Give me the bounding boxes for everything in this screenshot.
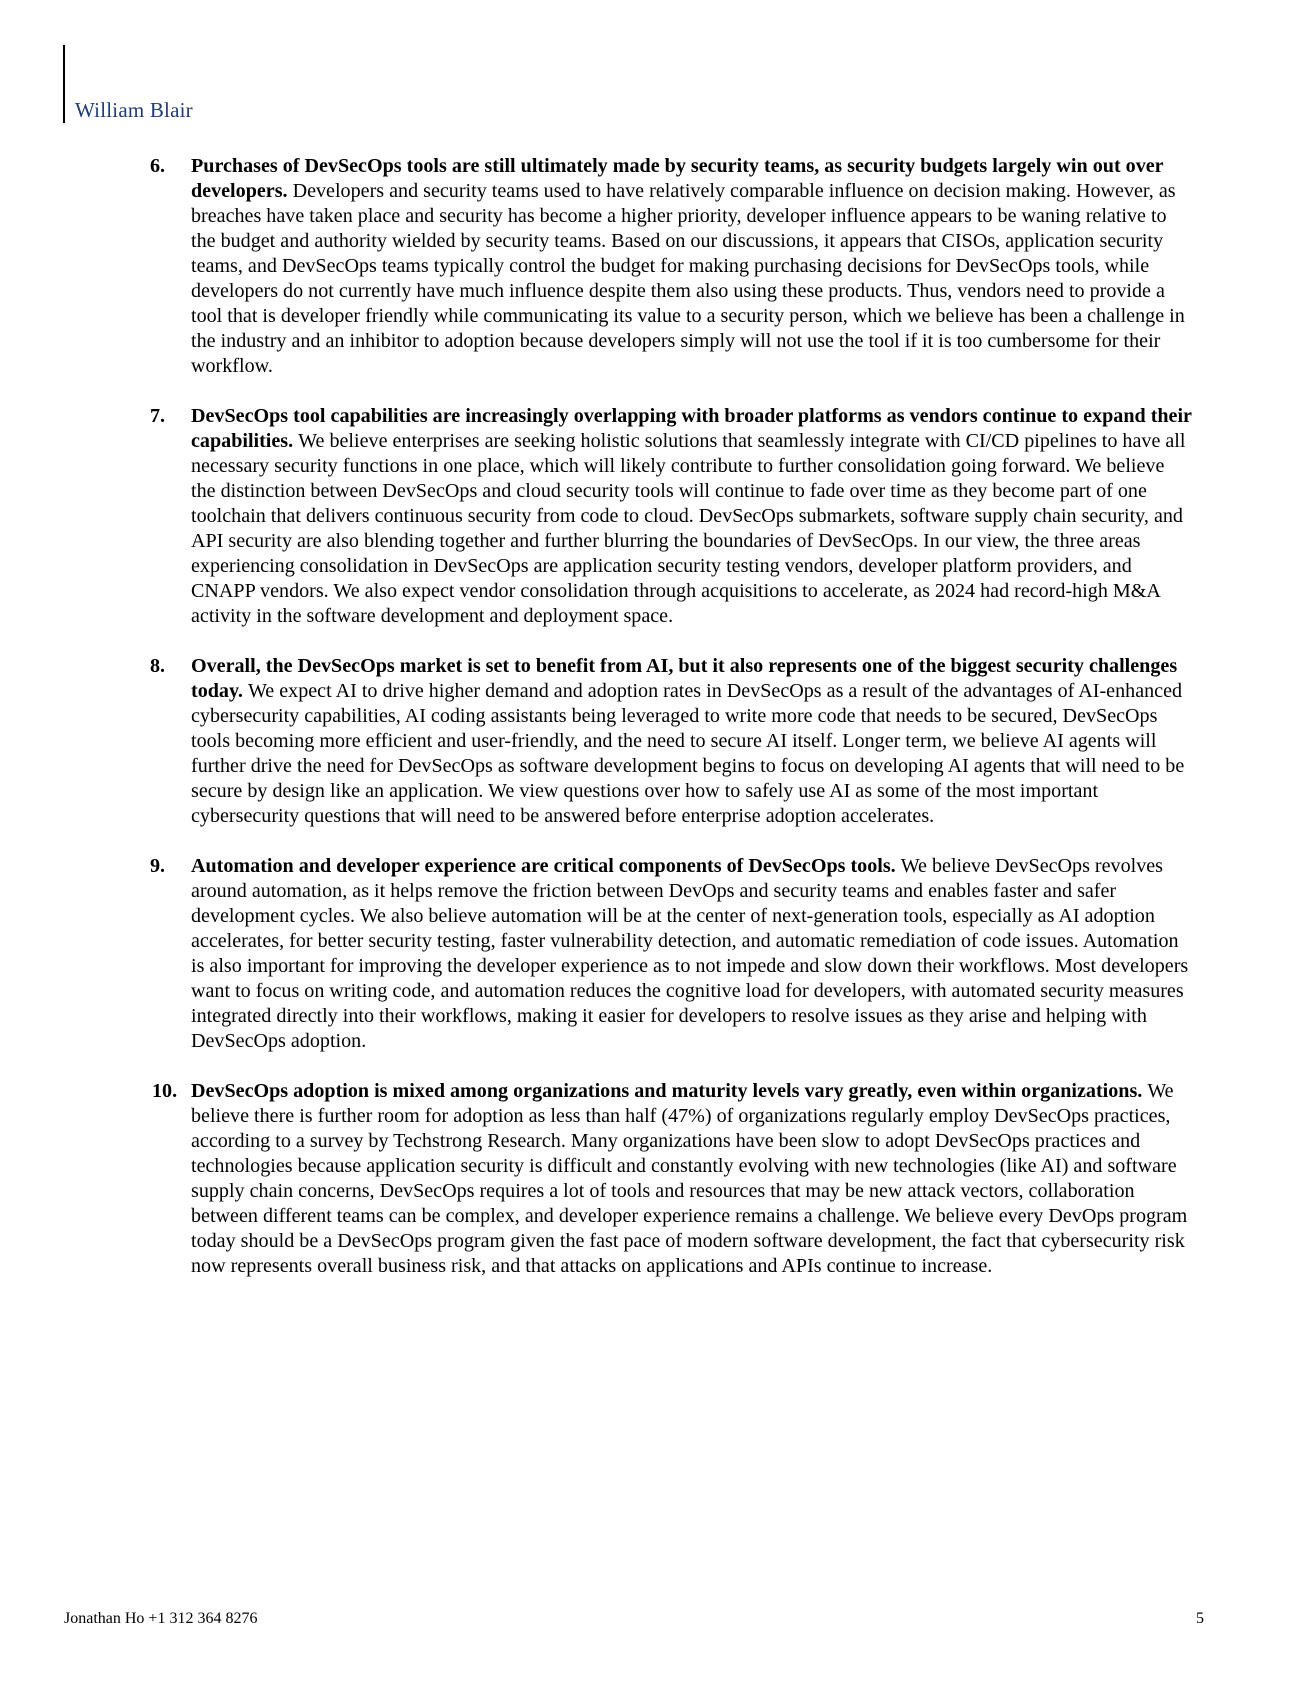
brand-name: William Blair [75,98,193,122]
finding-body: We believe DevSecOps revolves around automation, as it helps remove the friction between DevOps and security teams and enables faster and safer development cycles. We also believe automation will be at the center of next-generation tools, especially as AI adoption accelerates, for better security testing, faster vulnerability detection, and automatic remediation of code issues. Automation is also important for improving the developer experience as to not impede and slow down their workflows. Most developers want to focus on writing code, and automation reduces the cognitive load for developers, with automated security measures integrated directly into their workflows, making it easier for developers to resolve issues as they arise and helping with DevSecOps adoption. [191,855,1189,1052]
finding-lead: Automation and developer experience are critical components of DevSecOps tools. [191,855,901,877]
finding-lead: DevSecOps tool capabilities are increasingly overlapping with broader platforms as vendors continue to expand their capabilities. [191,405,1192,452]
finding-item [0,1079,1193,1279]
finding-lead: Purchases of DevSecOps tools are still ultimately made by security teams, as security budgets largely win out over developers. [191,155,1164,202]
header-divider [63,45,65,123]
finding-lead: DevSecOps adoption is mixed among organizations and maturity levels vary greatly, even within organizations. [191,1080,1148,1102]
finding-number: 6. [150,155,166,177]
finding-item [0,154,1193,379]
finding-body: Developers and security teams used to have relatively comparable influence on decision making. However, as breaches have taken place and security has become a higher priority, developer influence appears to be waning relative to the budget and authority wielded by security teams. Based on our discussions, it appears that CISOs, application security teams, and DevSecOps teams typically control the budget for making purchasing decisions for DevSecOps tools, while developers do not currently have much influence despite them also using these products. Thus, vendors need to provide a tool that is developer friendly while communicating its value to a security person, which we believe has been a challenge in the industry and an inhibitor to adoption because developers simply will not use the tool if it is too cumbersome for their workflow. [191,180,1185,377]
finding-body: We believe enterprises are seeking holistic solutions that seamlessly integrate with CI/CD pipelines to have all necessary security functions in one place, which will likely contribute to further consolidation going forward. We believe the distinction between DevSecOps and cloud security tools will continue to fade over time as they become part of one toolchain that delivers continuous security from code to cloud. DevSecOps submarkets, software supply chain security, and API security are also blending together and further blurring the boundaries of DevSecOps. In our view, the three areas experiencing consolidation in DevSecOps are application security testing vendors, developer platform providers, and CNAPP vendors. We also expect vendor consolidation through acquisitions to accelerate, as 2024 had record-high M&A activity in the software development and deployment space. [191,430,1186,627]
finding-lead: Overall, the DevSecOps market is set to benefit from AI, but it also represents one of the biggest security challenges today. [191,655,1178,702]
finding-number: 8. [150,655,166,677]
finding-body: We expect AI to drive higher demand and adoption rates in DevSecOps as a result of the advantages of AI-enhanced cybersecurity capabilities, AI coding assistants being leveraged to write more code that needs to be secured, DevSecOps tools becoming more efficient and user-friendly, and the need to secure AI itself. Longer term, we believe AI agents will further drive the need for DevSecOps as software development begins to focus on developing AI agents that will need to be secure by design like an application. We view questions over how to safely use AI as some of the most important cybersecurity questions that will need to be answered before enterprise adoption accelerates. [191,680,1185,827]
finding-item [0,404,1193,629]
finding-number: 7. [150,405,166,427]
finding-body: We believe there is further room for adoption as less than half (47%) of organizations regularly employ DevSecOps practices, according to a survey by Techstrong Research. Many organizations have been slow to adopt DevSecOps practices and technologies because application security is difficult and constantly evolving with new technologies (like AI) and software supply chain concerns, DevSecOps requires a lot of tools and resources that may be new attack vectors, collaboration between different teams can be complex, and developer experience remains a challenge. We believe every DevOps program today should be a DevSecOps program given the fast pace of modern software development, the fact that cybersecurity risk now represents overall business risk, and that attacks on applications and APIs continue to increase. [191,1080,1188,1277]
findings-list [0,154,1300,1304]
finding-item [0,654,1193,829]
page-number: 5 [1196,1610,1204,1627]
finding-number: 10. [152,1080,178,1102]
footer-contact: Jonathan Ho +1 312 364 8276 [64,1610,258,1627]
finding-item [0,854,1193,1054]
finding-number: 9. [150,855,166,877]
